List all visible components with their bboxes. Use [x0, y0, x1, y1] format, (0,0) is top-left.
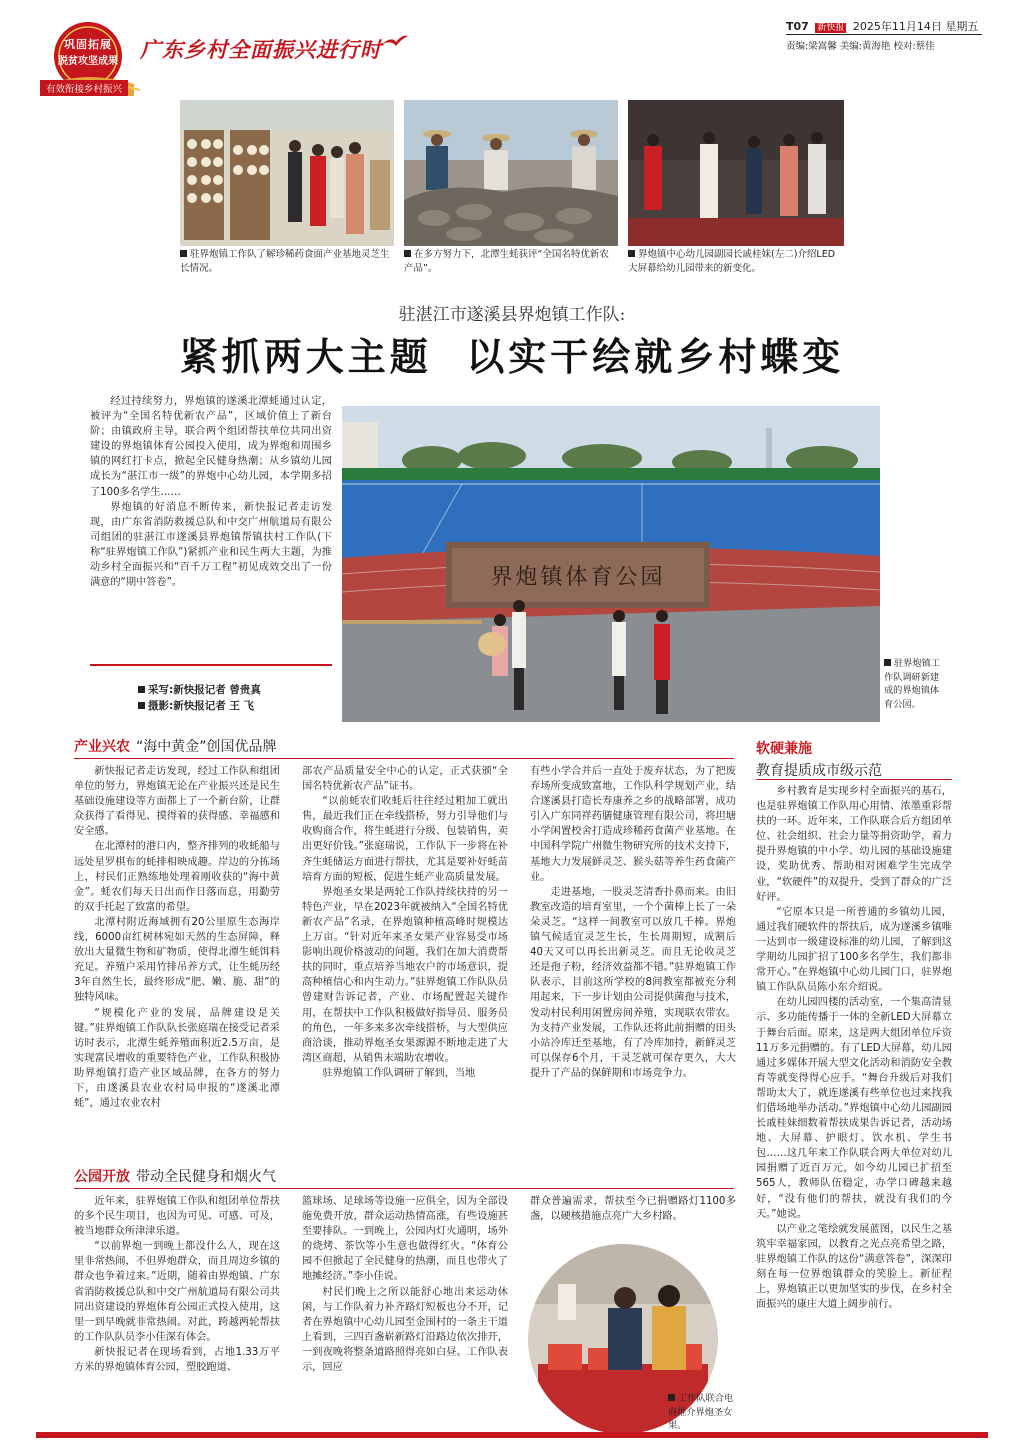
- caption-text: 工作队联合电商推介界炮圣女果。: [668, 1393, 734, 1431]
- ecommerce-photo-caption: [668, 1392, 734, 1433]
- section3-col: [756, 784, 952, 1312]
- byline-photographer: 摄影:新快报记者 王 飞: [138, 698, 261, 714]
- section1-title: “海中黄金”创国优品牌: [136, 739, 277, 755]
- section2-heading: [74, 1168, 276, 1186]
- s1-paragraph: 驻界炮镇工作队调研了解到，当地: [322, 1067, 476, 1079]
- caption-text: 驻界炮镇工作队了解珍稀药食面产业基地灵芝生长情况。: [180, 249, 390, 274]
- s3-paragraph: “它原本只是一所普通的乡镇幼儿园，通过我们硬软件的帮扶后，成为遂溪乡镇唯一达到市一级建设标准的幼儿园，了解到这学期幼儿园扩招了100多名学生，我们都非常开心。”在界炮镇中心幼儿园门口，驻界炮镇工作队队员陈小东介绍说。: [756, 906, 952, 994]
- headline: 紧抓两大主题 以实干绘就乡村蝶变: [179, 334, 845, 379]
- s2-paragraph: “以前界炮一到晚上都没什么人，现在这里非常热闹，不但界炮群众，而且周边乡镇的群众也争着过来。”近期，随着由界炮镇、广东省消防救援总队和中交广州航道局有限公司共同出资建设的界炮体育公园正式投入使用，这里一到早晚就非常热闹。对此，跨越两轮帮扶的工作队队员李小佳深有体会。: [74, 1241, 280, 1343]
- byline-writer: 采写:新快报记者 曾贵真: [138, 682, 261, 698]
- s1-paragraph: 部农产品质量安全中心的认定，正式获颁“全国名特优新农产品”证书。: [302, 766, 508, 793]
- lead-paragraph-2: 界炮镇的好消息不断传来，新快报记者走访发现，由广东省消防救援总队和中交广州航道局有限公司组团的驻湛江市遂溪县界炮镇帮镇扶村工作队(下称“驻界炮镇工作队”)紧抓产业和民生两大主题，为推动乡村全面振兴和“百千万工程”初见成效交出了一份满意的“期中答卷”。: [90, 501, 332, 589]
- top-photo-3-caption: [628, 248, 844, 276]
- section2-col3: [530, 1194, 736, 1224]
- s1-paragraph: 有些小学合并后一直处于废弃状态，为了把废弃场所变成致富地，工作队科学规划产业，结合遂溪县打造长寿康养之乡的战略部署，成功引入广东同祥药膳健康管理有限公司，将坦塘小学闲置校舍打造成珍稀药食菌产业基地。在中国科学院广州微生物研究所的技术支持下，基地大力发展鲜灵芝、猴头菇等养生药食菌产业。: [530, 766, 736, 883]
- section1-heading: [74, 738, 277, 756]
- top-photo-1: [180, 100, 394, 246]
- s2-paragraph: 近年来，驻界炮镇工作队和组团单位帮扶的多个民生项目，也因为可见、可感、可及，被当地群众所津津乐道。: [74, 1196, 280, 1238]
- issue-weekday: 星期五: [945, 20, 979, 33]
- section1-col2: [302, 764, 508, 1081]
- section-tag: 有效衔接乡村振兴: [40, 80, 128, 96]
- s1-paragraph: 在北潭村的港口内，整齐排列的收蚝船与远处星罗棋布的蚝排相映成趣。岸边的分拣场上，村民们正熟练地处理着刚收获的“海中黄金”。蚝农们每天日出而作日落而息，用勤劳的双手托起了致富的希望。: [74, 841, 280, 913]
- lead-block: [90, 394, 332, 590]
- lead-paragraph-1: 经过持续努力，界炮镇的遂溪北潭蚝通过认定，被评为“全国名特优新农产品”，区域价值上了新台阶；由镇政府主导，联合两个组团帮扶单位共同出资建设的界炮镇体育公园投入使用，成为界炮和周围乡镇的网红打卡点，掀起全民健身热潮；从乡镇幼儿园成长为“湛江市一级”的界炮中心幼儿园，本学期多招了100多名学生……: [90, 396, 332, 498]
- s1-paragraph: “以前蚝农们收蚝后往往经过粗加工就出售，最近我们正在牵线搭桥，努力引导他们与收购商合作，将生蚝进行分级、包装销售，卖出更好价钱。”张庭瑞说，工作队下一步将在补齐生蚝储运方面进行帮扶，尤其是要补好蚝苗培育方面的短板，促进生蚝产业高质量发展。: [302, 796, 508, 883]
- section2-col1: [74, 1194, 280, 1375]
- top-photo-1-caption: [180, 248, 394, 276]
- s2-paragraph: 新快报记者在现场看到，占地1.33万平方米的界炮镇体育公园，塑胶跑道、: [74, 1346, 280, 1374]
- s1-paragraph: 北潭村附近海域拥有20公里原生态海岸线，6000亩红树林宛如天然的生态屏障，释放出大量微生物和矿物质，使得北潭生蚝饵料充足。养殖户采用竹排吊养方式，让生蚝历经3年自然生长，最终形成“肥、嫩、脆、甜”的独特风味。: [74, 916, 280, 1004]
- header-rule: [786, 34, 982, 35]
- top-photo-2-caption: [404, 248, 618, 276]
- lead-rule: [90, 664, 332, 666]
- issue-date: 2025年11月14日: [852, 20, 942, 33]
- section2-label: 公园开放: [74, 1169, 130, 1185]
- section1-col1: [74, 764, 280, 1111]
- section3-title: 教育提质成市级示范: [756, 763, 882, 779]
- main-photo: [342, 406, 880, 722]
- swallow-icon: [380, 34, 410, 48]
- s2-paragraph: 篮球场、足球场等设施一应俱全，因为全部设施免费开放，群众运动热情高涨，有些设施甚至要排队。一到晚上，公园内灯火通明，场外的烧烤、茶饮等小生意也做得红火。“体育公园不但掀起了全民健身的热潮，而且也带火了地摊经济。”李小佳说。: [302, 1196, 508, 1283]
- section1-rule: [74, 758, 734, 759]
- byline: [138, 682, 261, 714]
- section1-label: 产业兴农: [74, 739, 130, 755]
- masthead: [36, 14, 416, 96]
- s3-paragraph: 以产业之笔绘就发展蓝图，以民生之基筑牢幸福家园，以教育之光点亮希望之路，驻界炮镇工作队的这份“满意答卷”，深深印刻在每一位界炮镇群众的笑脸上。新征程上，界炮镇正以更加坚实的步伐，在乡村全面振兴的康庄大道上阔步前行。: [756, 1223, 952, 1311]
- top-photo-2: [404, 100, 618, 246]
- section1-col3: [530, 764, 736, 1081]
- badge-line1: 巩固拓展: [64, 38, 112, 51]
- kicker: 驻湛江市遂溪县界炮镇工作队:: [398, 305, 626, 325]
- page-info: [786, 18, 978, 34]
- section2-col2: [302, 1194, 508, 1375]
- caption-text: 在多方努力下，北潭生蚝获评“全国名特优新农产品”。: [404, 249, 609, 274]
- s1-paragraph: 界炮圣女果是两轮工作队持续扶持的另一特色产业，早在2023年就被纳入“全国名特优新农产品”名录，在界炮镇种植高峰时规模达上万亩。“针对近年来圣女果产业容易受市场影响出现价格波动的问题，我们在加大消费帮扶的同时，重点培养当地农户的市场意识，提高种植信心和内生动力。”驻界炮镇工作队队员曾建财告诉记者，产业、市场配置起关键作用，在帮扶中工作队积极做好指导员、服务员的角色，一年多来多次牵线搭桥，与大型供应商洽谈，推动界炮圣女果源源不断地走进了大湾区商超，从销售末端助农增收。: [302, 886, 508, 1064]
- badge-line2: 脱贫攻坚成果: [58, 56, 118, 67]
- top-photo-3: [628, 100, 844, 246]
- s1-paragraph: 新快报记者走访发现，经过工作队和组团单位的努力，界炮镇无论在产业振兴还是民生基础设施建设等方面都上了一个新台阶，让群众获得了看得见、摸得着的获得感、幸福感和安全感。: [74, 766, 280, 838]
- s3-paragraph: 乡村教育是实现乡村全面振兴的基石，也是驻界炮镇工作队用心用情、浓墨重彩帮扶的一环。近年来，工作队联合后方组团单位、社会组织、社会力量等捐资助学，着力提升界炮镇的中小学、幼儿园的基础设施建设，奖助优秀、帮助相对困难学生完成学业，“软硬件”的双提升，受到了群众的广泛好评。: [756, 786, 952, 903]
- s3-paragraph: 在幼儿园四楼的活动室，一个集高清显示、多功能传播于一体的全新LED大屏幕立于舞台后面。原来，这是两大组团单位斥资11万多元捐赠的。有了LED大屏幕，幼儿园通过多媒体开展大型文化活动和消防安全教育等就变得得心应手。“舞台升级后对我们帮助太大了，就连遂溪有些单位也过来找我们借场地举办活动。”界炮镇中心幼儿园副园长戚桂妹细数着帮扶成果告诉记者，活动场地、大屏幕、护眼灯、饮水机、学生书包……这几年来工作队联合两大单位对幼儿园捐赠了近百万元，如今幼儿园已扩招至565人，教师队伍稳定，办学口碑越来越好，“没有他们的帮扶，就没有我们的今天。”她说。: [756, 997, 952, 1220]
- s2-paragraph: 群众普遍需求，帮扶至今已捐赠路灯1100多盏，以硬核措施点亮广大乡村路。: [530, 1196, 736, 1223]
- footer-bar: [36, 1432, 988, 1438]
- section2-rule: [74, 1188, 734, 1189]
- main-photo-caption: [884, 657, 946, 711]
- caption-text: 驻界炮镇工作队调研新建成的界炮镇体育公园。: [884, 658, 940, 710]
- paper-name: 新快报: [817, 23, 845, 33]
- s1-paragraph: “规模化产业的发展，品牌建设是关键。”驻界炮镇工作队队长张庭瑞在接受记者采访时表示，北潭生蚝养殖面积近2.5万亩，是实现富民增收的重要特色产业，工作队积极协助界炮镇打造产业区域品牌，在各方的努力下，由遂溪县农业农村局申报的“遂溪北潭蚝”，通过农业农村: [74, 1007, 280, 1110]
- section2-title: 带动全民健身和烟火气: [136, 1169, 276, 1185]
- section3-rule: [756, 779, 952, 780]
- page-number: T07: [786, 20, 809, 33]
- section3-label: 软硬兼施: [756, 741, 812, 757]
- caption-text: 界炮镇中心幼儿园副园长戚桂妹(左二)介绍LED大屏幕给幼儿园带来的新变化。: [628, 249, 836, 274]
- banner-title: 广东乡村全面振兴进行时: [140, 37, 382, 62]
- park-sign-text: 界炮镇体育公园: [490, 565, 666, 590]
- staff-credits: 责编:梁嵩馨 美编:黄海艳 校对:蔡佳: [786, 41, 935, 52]
- s2-paragraph: 村民们晚上之所以能舒心地出来运动休闲，与工作队着力补齐路灯短板也分不开，记者在界炮镇中心幼儿园至金围村的一条主干道上看到，三四百盏崭新路灯沿路边依次排开，一到夜晚将整条道路照得亮如白昼。工作队表示，回应: [302, 1286, 508, 1374]
- s1-paragraph: 走进基地，一股灵芝清香扑鼻而来。由旧教室改造的培育室里，一个个菌棒上长了一朵朵灵芝。“这样一间教室可以放几千棒。界炮镇气候适宜灵芝生长，生长周期短，成割后40天又可以再长出新灵芝。而且无论收灵芝还是孢子粉，经济效益都不错。”驻界炮镇工作队表示，目前这所学校的8间教室都被充分利用起来，下一步计划由公司提供菌孢与技术，发动村民利用闲置房间养殖，实现联农带农。为支持产业发展，工作队还将此前捐赠的田头小站冷库迁至基地，有了冷库加持，新鲜灵芝可以保存6个月，干灵芝就可保存更久，大大提升了产品的保鲜期和市场竞争力。: [530, 886, 736, 1079]
